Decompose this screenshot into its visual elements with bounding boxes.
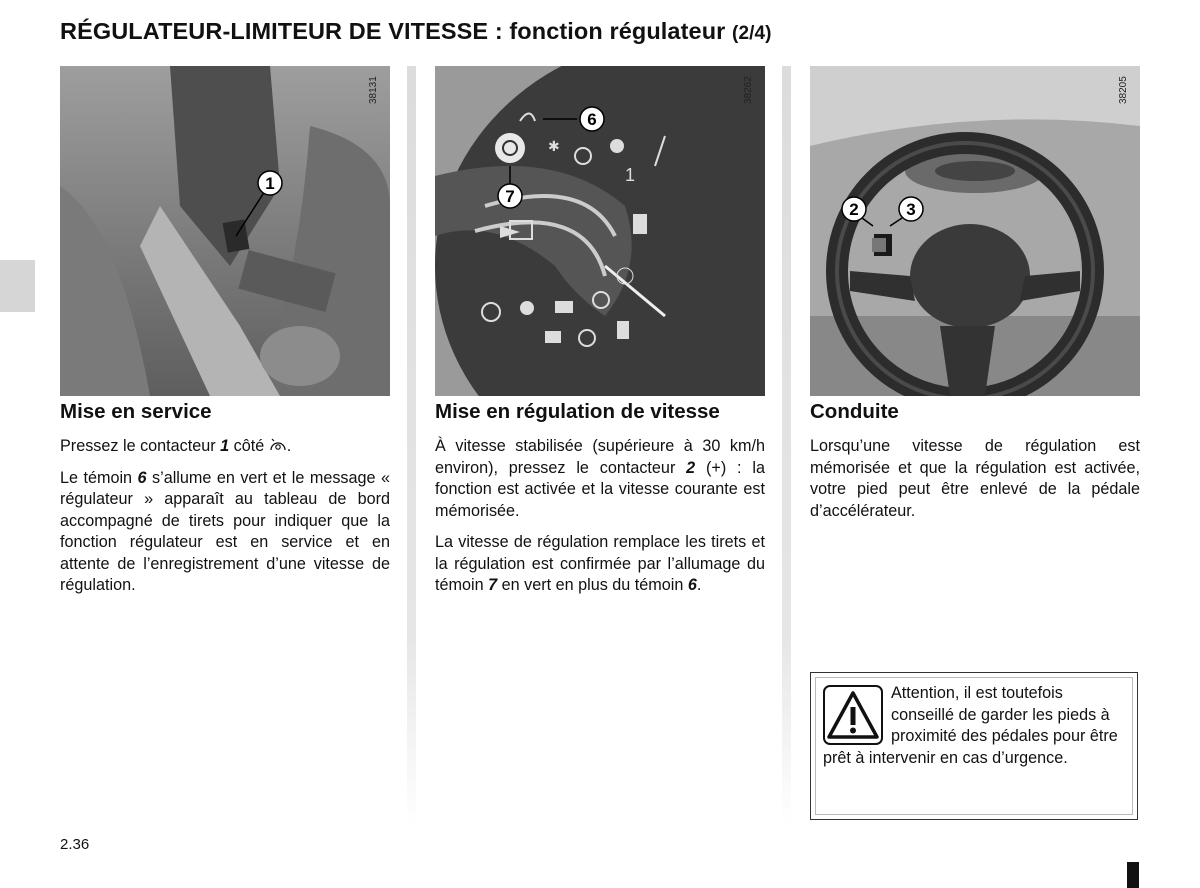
photo-ref: 38262	[743, 76, 754, 104]
page-title	[60, 18, 772, 45]
title-suffix: (2/4)	[732, 23, 772, 44]
callout-6: 6	[587, 110, 597, 129]
page-edge-marker	[1127, 862, 1139, 888]
photo-ref: 38205	[1118, 76, 1129, 104]
svg-text:✱: ✱	[548, 138, 560, 154]
paragraph: Pressez le contacteur 1 côté .	[60, 437, 292, 455]
section-heading: Conduite	[810, 400, 899, 423]
photo-console-switch	[60, 66, 390, 396]
photo-steering-wheel	[810, 66, 1140, 396]
ref-number: 7	[488, 576, 498, 594]
photo-ref: 38131	[368, 76, 379, 104]
callout-2: 2	[849, 200, 859, 219]
paragraph: Le témoin 6 s’allume en vert et le message « régulateur » apparaît au tableau de bord accompagné de tirets pour indiquer que la fonction régulateur est en service et en attente de l’enregistrement d’une vitesse de régulation.	[60, 468, 390, 594]
section-heading: Mise en régulation de vitesse	[435, 400, 720, 423]
svg-text:1: 1	[625, 165, 636, 185]
speedometer-cruise-icon	[269, 437, 287, 453]
paragraph: À vitesse stabilisée (supérieure à 30 km/h environ), pressez le contacteur 2 (+) : la fonction est activée et la vitesse courante est mémorisée.	[435, 437, 765, 520]
paragraph: La vitesse de régulation remplace les tirets et la régulation est confirmée par l’allumage du témoin 7 en vert en plus du témoin 6.	[435, 533, 765, 594]
callout-1: 1	[265, 174, 275, 193]
column-conduite	[810, 400, 1140, 532]
column-mise-en-service	[60, 400, 390, 607]
callout-3: 3	[906, 200, 916, 219]
title-main: RÉGULATEUR-LIMITEUR DE VITESSE : fonction régulateur	[60, 18, 726, 44]
ref-number: 6	[687, 576, 697, 594]
section-heading: Mise en service	[60, 400, 212, 423]
warning-box	[810, 672, 1138, 820]
column-divider	[407, 66, 416, 826]
callout-7: 7	[505, 187, 515, 206]
page-number: 2.36	[60, 836, 90, 853]
paragraph: Lorsqu’une vitesse de régulation est mémorisée et que la régulation est activée, votre pied peut être enlevé de la pédale d’accélérateur.	[810, 437, 1140, 520]
ref-number: 2	[686, 458, 696, 477]
column-divider	[782, 66, 791, 826]
warning-text: Attention, il est toutefois conseillé de garder les pieds à proximité des pédales pour être prêt à intervenir en cas d’urgence.	[823, 684, 1118, 767]
column-mise-en-regulation	[435, 400, 765, 607]
chapter-tab	[0, 260, 35, 312]
photo-instrument-cluster	[435, 66, 765, 396]
ref-number: 1	[220, 437, 230, 455]
ref-number: 6	[137, 468, 147, 487]
